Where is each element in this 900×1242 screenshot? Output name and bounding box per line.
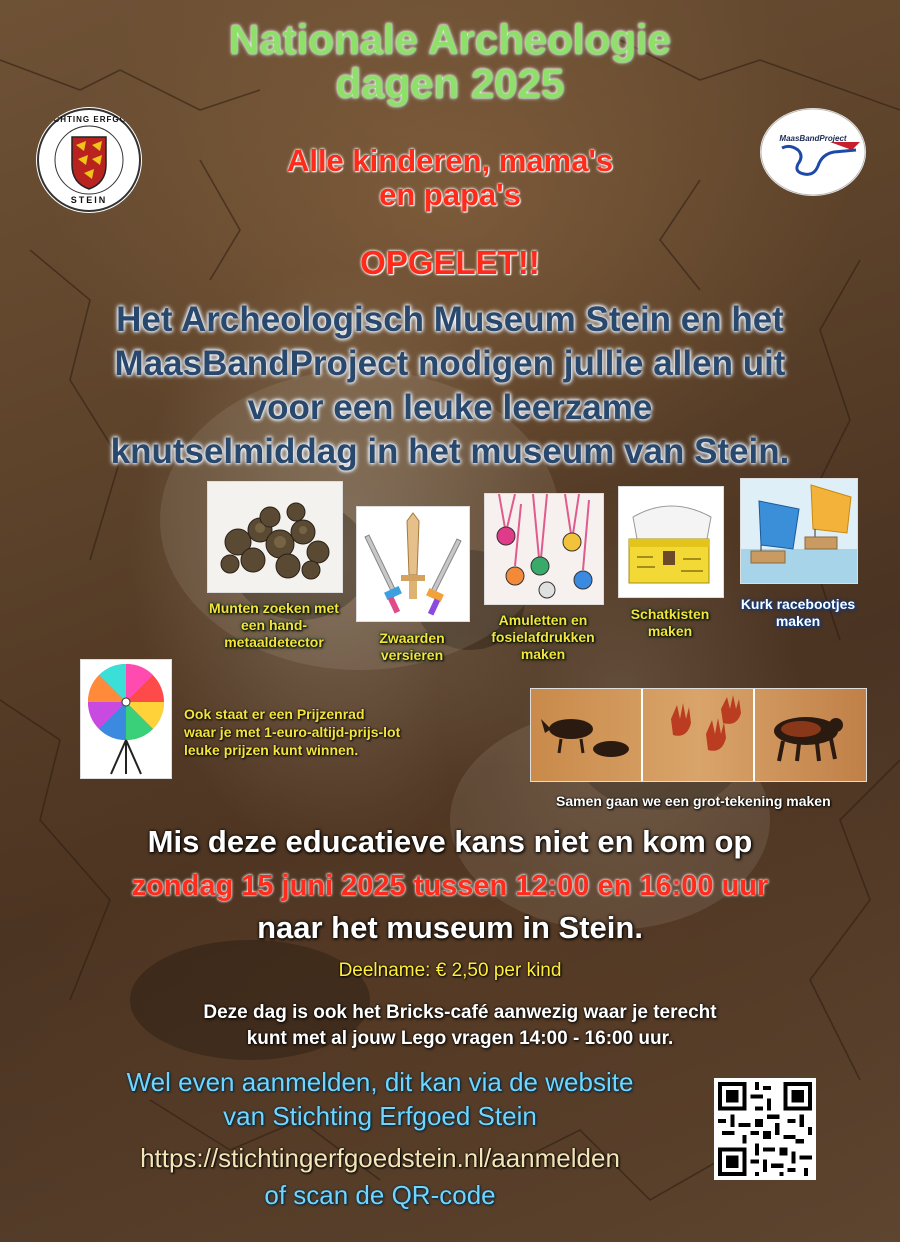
invitation-line-2: MaasBandProject nodigen jullie allen uit [114, 344, 786, 383]
treasure-chest-photo [618, 486, 724, 598]
registration-url[interactable]: https://stichtingerfgoedstein.nl/aanmelden [140, 1143, 620, 1173]
coins-photo [207, 481, 343, 593]
invitation-line-3: voor een leuke leerzame [247, 388, 653, 427]
invitation-text [60, 298, 840, 474]
qr-code[interactable] [714, 1078, 816, 1180]
prize-wheel-photo [80, 659, 172, 779]
maasbandproject-logo [760, 108, 866, 196]
stichting-erfgoed-stein-logo [36, 107, 142, 213]
amulets-photo [484, 493, 604, 605]
bricks-cafe-text [60, 1000, 860, 1052]
logo-bottom-text: STEIN [70, 195, 108, 205]
registration-line-2: van Stichting Erfgoed Stein [223, 1101, 537, 1131]
title-line-1: Nationale Archeologie [229, 16, 671, 63]
kids-line-1: Alle kinderen, mama's [286, 143, 614, 178]
cave-painting-photo [530, 688, 867, 782]
kids-line-2: en papa's [379, 177, 521, 212]
prize-wheel-line-1: Ook staat er een Prijzenrad [184, 706, 365, 722]
event-title [150, 18, 750, 106]
activity-caption-coins: Munten zoeken met een hand-metaaldetector [209, 600, 339, 650]
swords-photo [356, 506, 470, 622]
event-location: naar het museum in Stein. [257, 910, 643, 945]
bricks-line-1: Deze dag is ook het Bricks-café aanwezig waar je terecht [203, 1002, 717, 1023]
registration-line-1: Wel even aanmelden, dit kan via de website [126, 1067, 634, 1097]
activity-caption-cork-boats: Kurk racebootjes maken [740, 596, 856, 629]
attention-heading: OPGELET!! [360, 244, 540, 281]
cave-drawing-caption: Samen gaan we een grot-tekening maken [556, 793, 831, 809]
title-line-2: dagen 2025 [335, 60, 565, 107]
participation-fee: Deelname: € 2,50 per kind [338, 960, 562, 981]
registration-text [40, 1065, 720, 1133]
maasband-logo-text: MaasBandProject [779, 134, 847, 143]
bricks-line-2: kunt met al jouw Lego vragen 14:00 - 16:00 uur. [246, 1028, 674, 1049]
event-date: zondag 15 juni 2025 tussen 12:00 en 16:00 uur [131, 870, 769, 902]
prize-wheel-line-3: leuke prijzen kunt winnen. [184, 742, 359, 758]
activity-caption-treasure-chests: Schatkisten maken [630, 606, 710, 639]
scan-qr-text: of scan de QR-code [264, 1180, 496, 1210]
prize-wheel-text [184, 705, 514, 759]
activity-caption-amulets: Amuletten en fosielafdrukken maken [491, 612, 595, 662]
event-line-1: Mis deze educatieve kans niet en kom op [147, 824, 753, 859]
invitation-line-1: Het Archeologisch Museum Stein en het [116, 300, 784, 339]
cork-boats-photo [740, 478, 858, 584]
logo-top-text: STICHTING ERFGOED [38, 115, 140, 124]
activity-caption-swords: Zwaarden versieren [379, 630, 445, 663]
prize-wheel-line-2: waar je met 1-euro-altijd-prijs-lot [184, 724, 401, 740]
invitation-line-4: knutselmiddag in het museum van Stein. [110, 432, 790, 471]
kids-heading [200, 144, 700, 212]
